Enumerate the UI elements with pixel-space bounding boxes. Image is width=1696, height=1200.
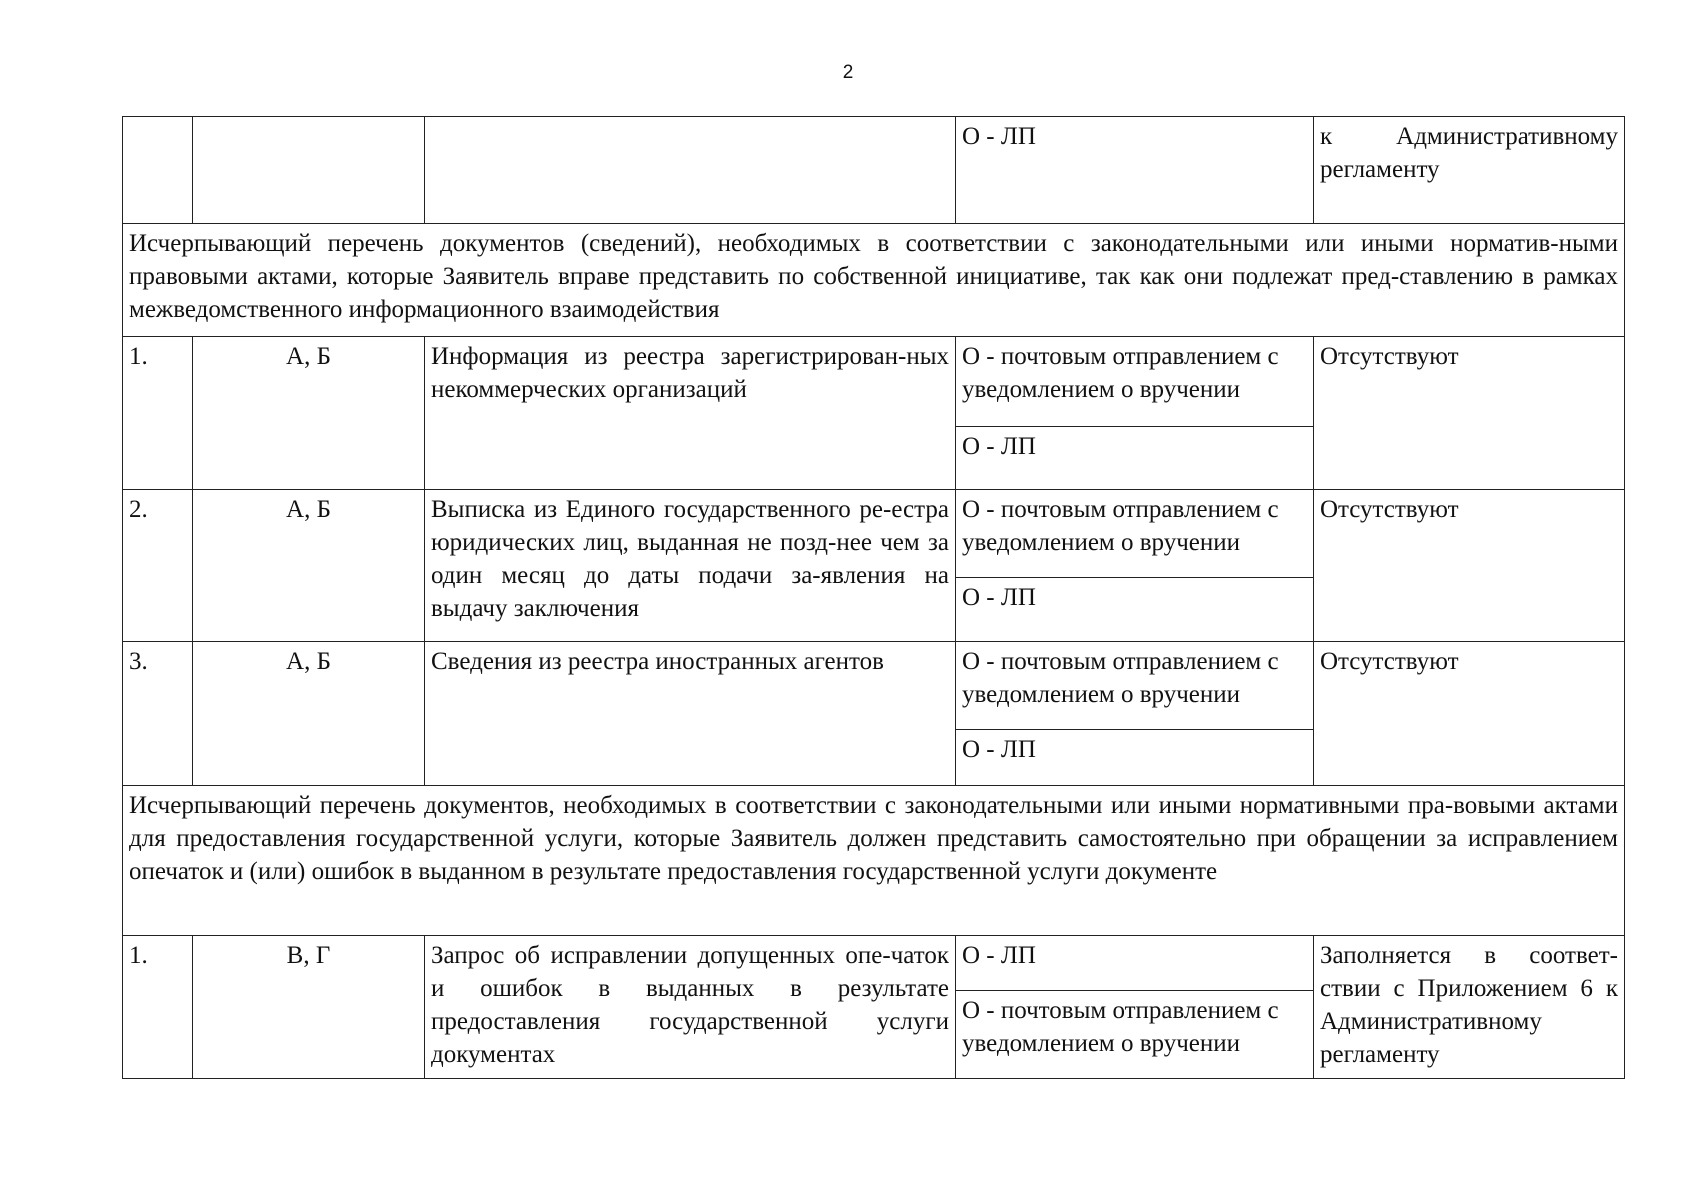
note-cell: Заполняется в соответ-ствии с Приложением 6 к Административному регламенту bbox=[1314, 936, 1625, 1079]
table-row bbox=[123, 337, 1625, 427]
category-cell: А, Б bbox=[193, 337, 425, 490]
note-cell: к Административному регламенту bbox=[1314, 117, 1625, 224]
table-row bbox=[123, 117, 1625, 224]
note-cell: Отсутствуют bbox=[1314, 490, 1625, 642]
documents-table bbox=[122, 116, 1625, 1079]
table-row bbox=[123, 490, 1625, 578]
method-personal-cell: О - ЛП bbox=[956, 427, 1314, 490]
document-cell: Запрос об исправлении допущенных опе-чаток и ошибок в выданных в результате предоставления государственной услуги документах bbox=[425, 936, 956, 1079]
document-cell: Информация из реестра зарегистрирован-ных некоммерческих организаций bbox=[425, 337, 956, 490]
method-personal-cell: О - ЛП bbox=[956, 578, 1314, 642]
method-post-cell: О - почтовым отправлением с уведомлением о вручении bbox=[956, 991, 1314, 1079]
category-cell bbox=[193, 117, 425, 224]
table-row bbox=[123, 936, 1625, 991]
document-cell: Сведения из реестра иностранных агентов bbox=[425, 642, 956, 786]
page-number: 2 bbox=[842, 62, 854, 83]
table-row bbox=[123, 642, 1625, 730]
num-cell: 1. bbox=[123, 337, 193, 490]
method-personal-cell: О - ЛП bbox=[956, 936, 1314, 991]
section-heading-row bbox=[123, 224, 1625, 337]
section-heading-row bbox=[123, 786, 1625, 936]
section-heading: Исчерпывающий перечень документов (сведений), необходимых в соответствии с законодательными или иными норматив-ными правовыми актами, которые Заявитель вправе представить по собственной инициативе, так как они подлежат пред-ставлению в рамках межведомственного информационного взаимодействия bbox=[123, 224, 1625, 337]
document-cell bbox=[425, 117, 956, 224]
method-post-cell: О - почтовым отправлением с уведомлением о вручении bbox=[956, 642, 1314, 730]
method-personal-cell: О - ЛП bbox=[956, 730, 1314, 786]
num-cell: 2. bbox=[123, 490, 193, 642]
num-cell: 3. bbox=[123, 642, 193, 786]
method-post-cell: О - почтовым отправлением с уведомлением о вручении bbox=[956, 337, 1314, 427]
category-cell: А, Б bbox=[193, 642, 425, 786]
section-heading: Исчерпывающий перечень документов, необходимых в соответствии с законодательными или иными нормативными пра-вовыми актами для предоставления государственной услуги, которые Заявитель должен представить самостоятельно при обращении за исправлением опечаток и (или) ошибок в выданном в результате предоставления государственной услуги документе bbox=[123, 786, 1625, 936]
note-cell: Отсутствуют bbox=[1314, 337, 1625, 490]
method-cell: О - ЛП bbox=[956, 117, 1314, 224]
document-cell: Выписка из Единого государственного ре-естра юридических лиц, выданная не позд-нее чем за один месяц до даты подачи за-явления на выдачу заключения bbox=[425, 490, 956, 642]
method-post-cell: О - почтовым отправлением с уведомлением о вручении bbox=[956, 490, 1314, 578]
num-cell bbox=[123, 117, 193, 224]
note-cell: Отсутствуют bbox=[1314, 642, 1625, 786]
num-cell: 1. bbox=[123, 936, 193, 1079]
category-cell: В, Г bbox=[193, 936, 425, 1079]
category-cell: А, Б bbox=[193, 490, 425, 642]
